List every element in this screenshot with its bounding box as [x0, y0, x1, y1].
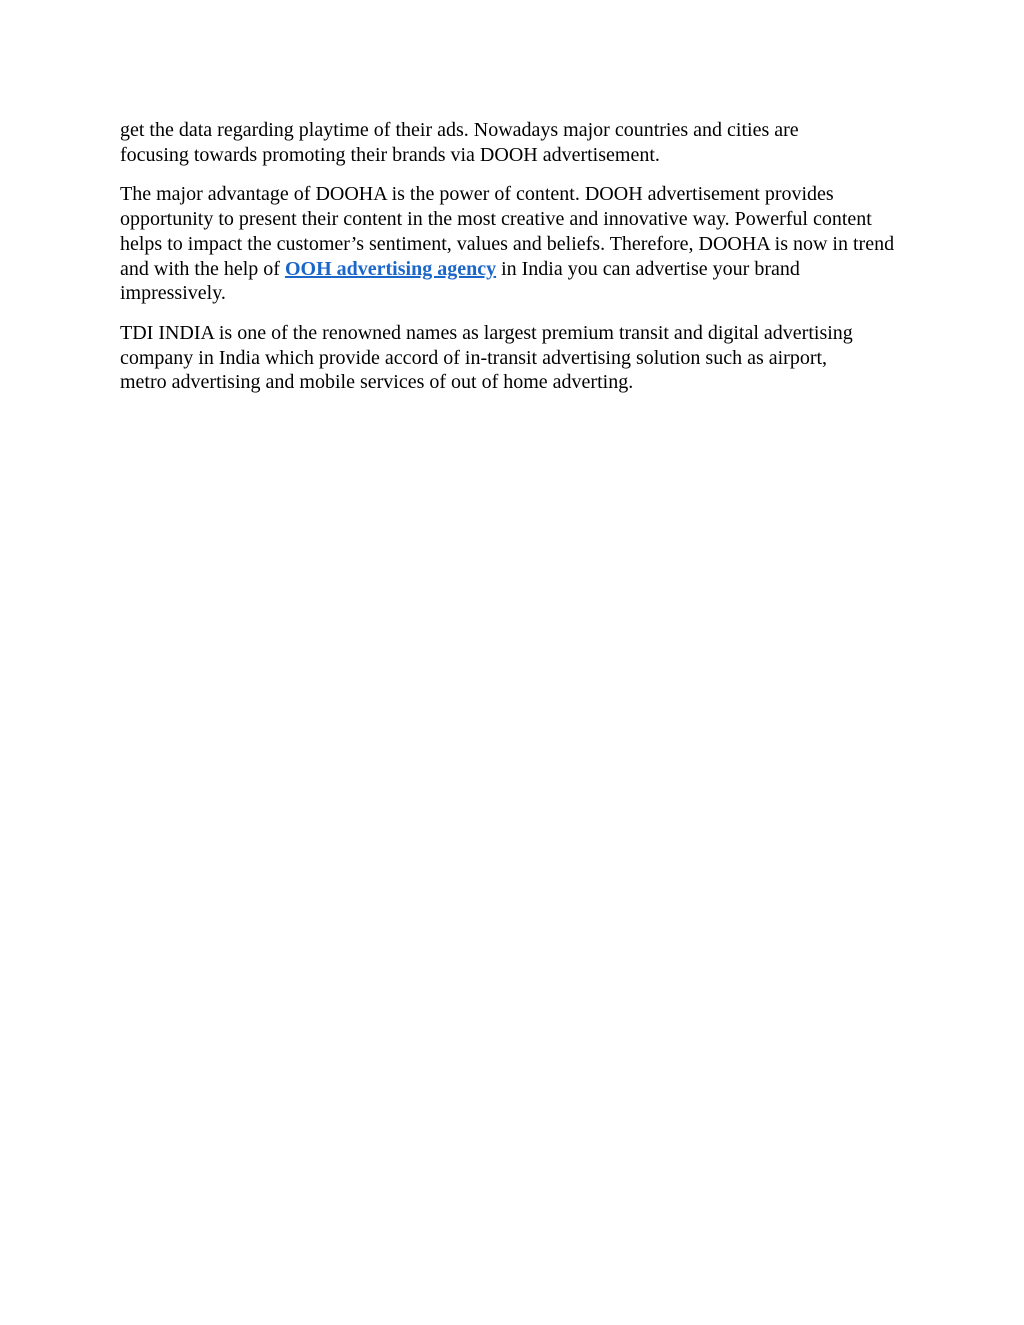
- paragraph-3: [120, 321, 914, 395]
- paragraph-2-line-4: [120, 258, 800, 280]
- paragraph-1: [120, 118, 914, 167]
- paragraph-2: [120, 182, 914, 306]
- line-4-text-after-link: in India you can advertise your brand: [496, 257, 800, 280]
- paragraph-1-line-1: get the data regarding playtime of their ads. Nowadays major countries and cities are: [120, 119, 799, 141]
- paragraph-3-line-1: TDI INDIA is one of the renowned names as largest premium transit and digital advertising: [120, 321, 853, 344]
- paragraph-2-line-5: impressively.: [120, 282, 226, 305]
- paragraph-1-line-2: focusing towards promoting their brands via DOOH advertisement.: [120, 143, 660, 166]
- paragraph-2-line-2: opportunity to present their content in the most creative and innovative way. Powerful content: [120, 208, 872, 231]
- paragraph-2-line-1: The major advantage of DOOHA is the power of content. DOOH advertisement provides: [120, 183, 834, 206]
- line-4-text-before-link: and with the help of: [120, 257, 285, 280]
- document-body: [0, 0, 1024, 395]
- paragraph-2-line-3: helps to impact the customer’s sentiment, values and beliefs. Therefore, DOOHA is now in trend: [120, 232, 895, 255]
- paragraph-3-line-3: metro advertising and mobile services of out of home adverting.: [120, 371, 634, 394]
- ooh-advertising-agency-link[interactable]: OOH advertising agency: [284, 257, 497, 280]
- paragraph-3-line-2: company in India which provide accord of in-transit advertising solution such as airport,: [120, 346, 828, 369]
